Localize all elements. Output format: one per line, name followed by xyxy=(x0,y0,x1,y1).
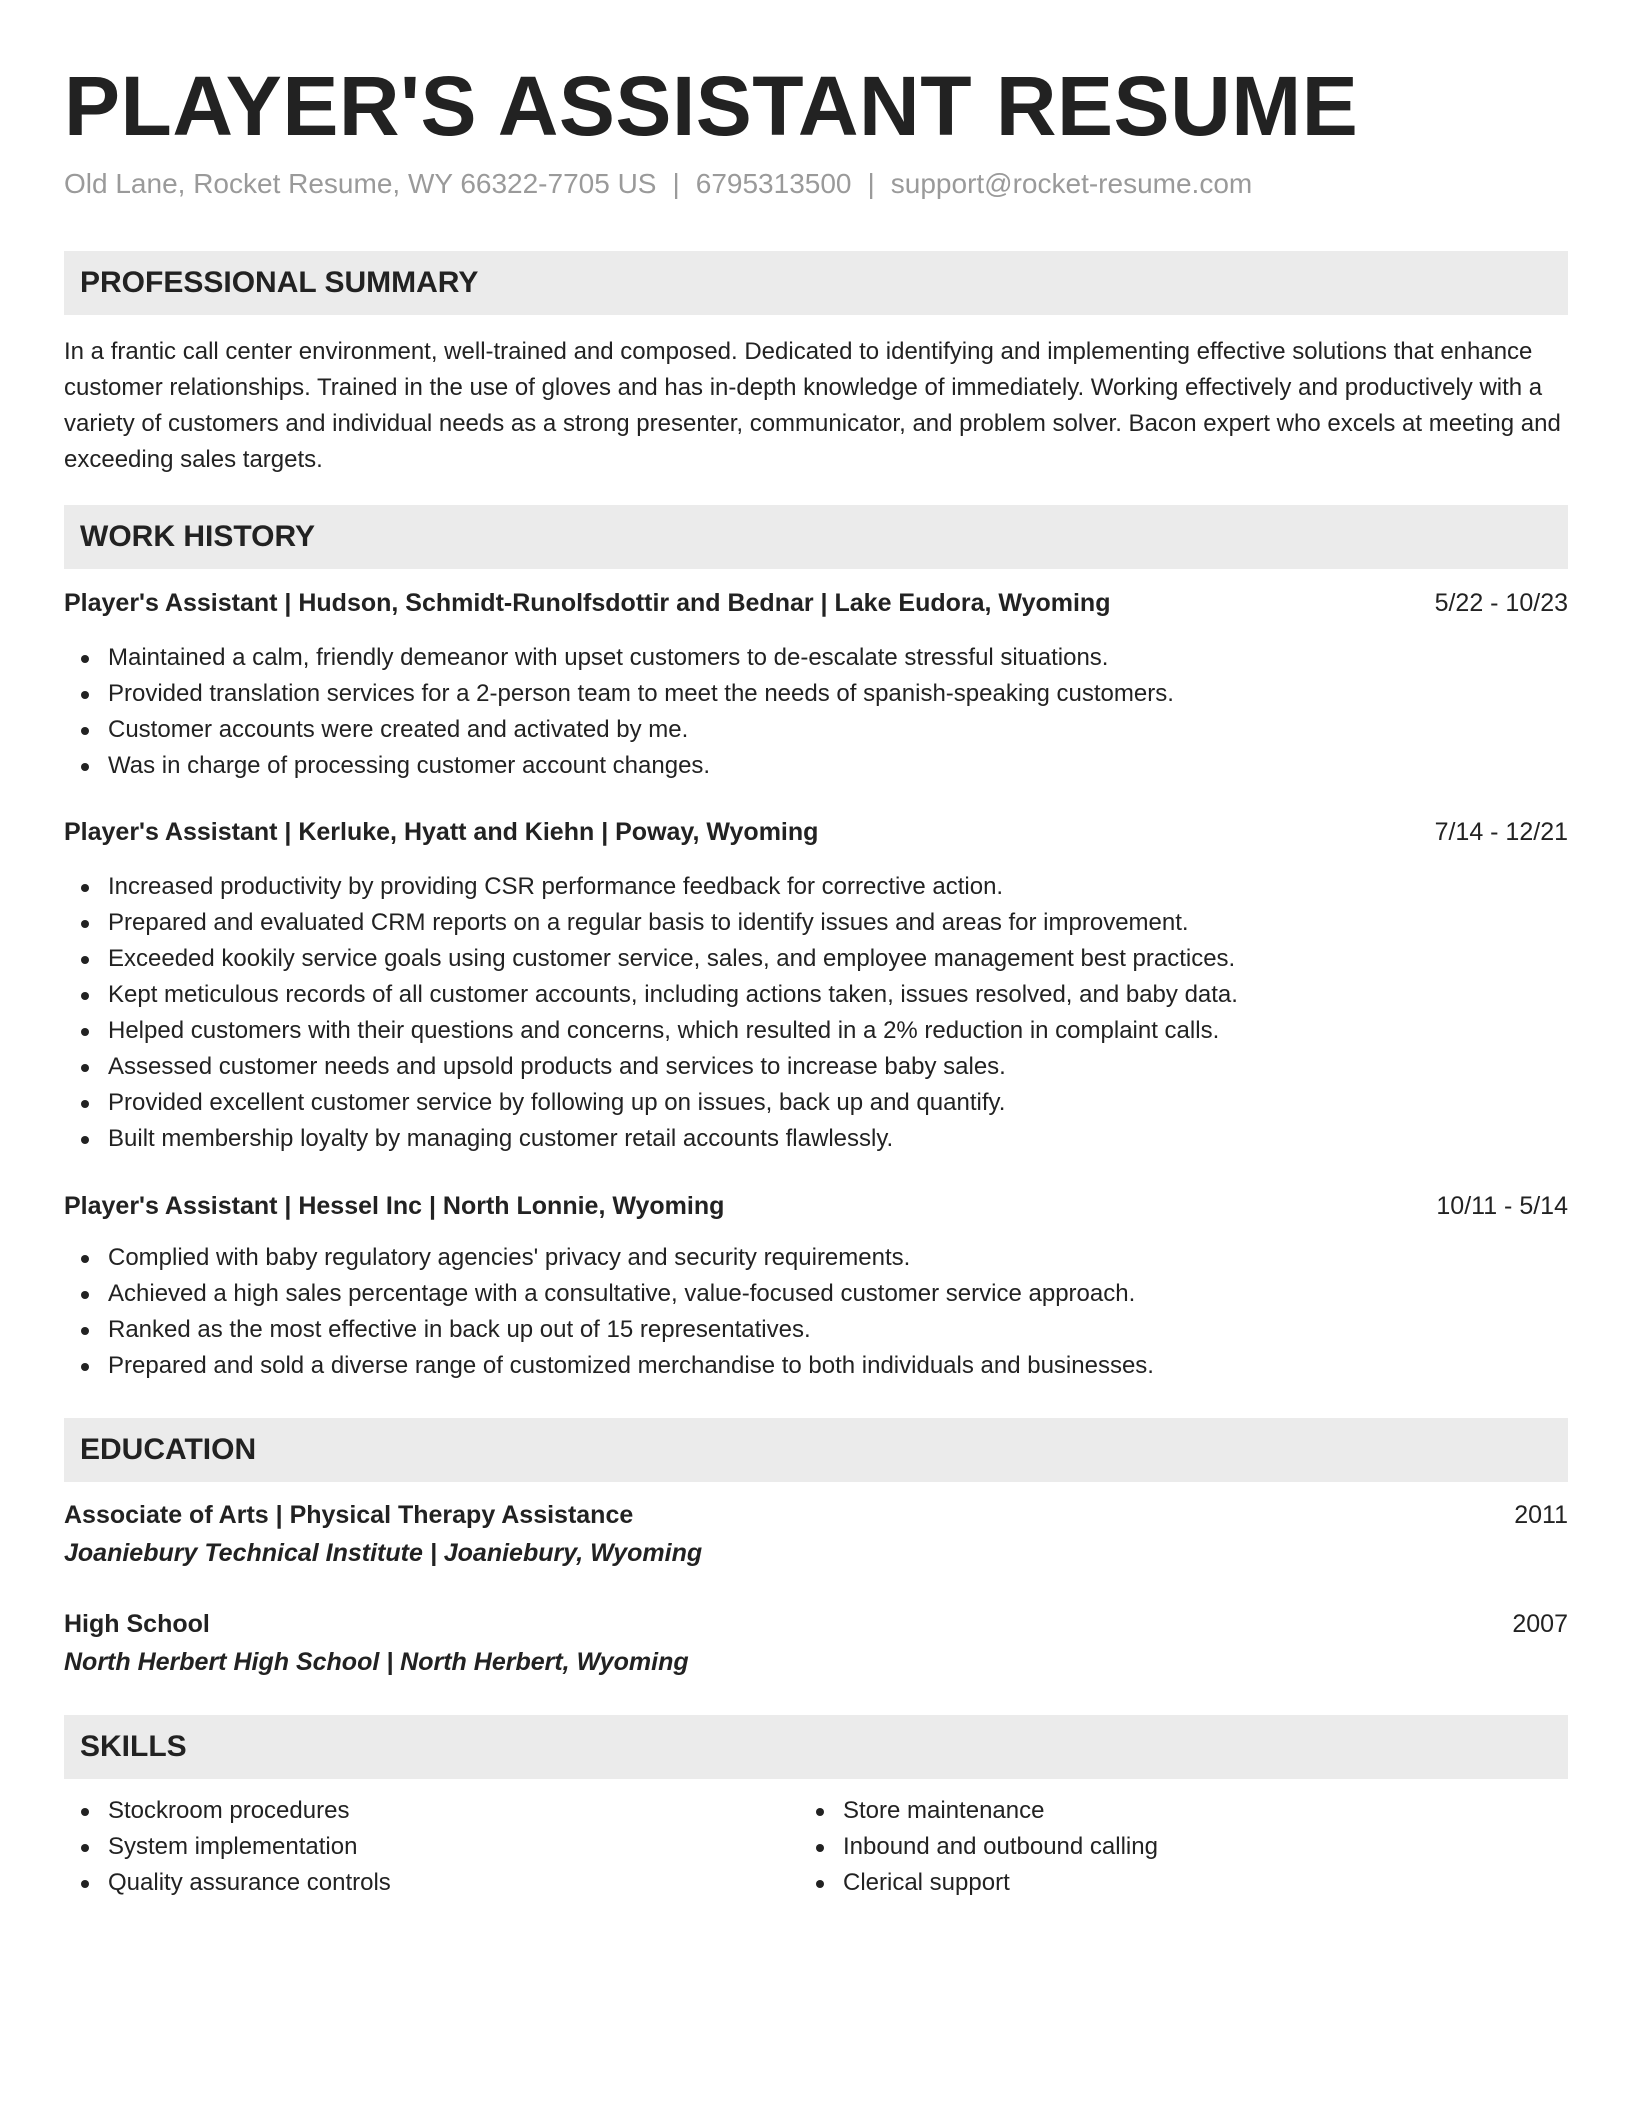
job-bullet: Helped customers with their questions and concerns, which resulted in a 2% reduction in complaint calls. xyxy=(64,1013,1568,1049)
contact-separator: | xyxy=(867,168,875,199)
education-entry-header xyxy=(64,1606,1568,1642)
job-bullet: Provided excellent customer service by following up on issues, back up and quantify. xyxy=(64,1085,1568,1121)
summary-section-header xyxy=(64,251,1568,315)
job-bullet: Customer accounts were created and activated by me. xyxy=(64,712,1568,748)
job-title: Player's Assistant | Hessel Inc | North Lonnie, Wyoming xyxy=(64,1192,725,1220)
contact-phone: 6795313500 xyxy=(695,168,852,199)
work-history-heading: WORK HISTORY xyxy=(80,520,316,553)
summary-text: In a frantic call center environment, well-trained and composed. Dedicated to identifying and implementing effective solutions that enhance customer relationships. Trained in the use of gloves and has in-depth knowledge of immediately. Working effectively and productively with a variety of customers and individual needs as a strong presenter, communicator, and problem solver. Bacon expert who excels at meeting and exceeding sales targets. xyxy=(64,338,1561,473)
skills-list-right xyxy=(799,1793,1499,1901)
education-year: 2011 xyxy=(1514,1501,1568,1529)
summary-heading: PROFESSIONAL SUMMARY xyxy=(80,266,479,299)
job-bullet: Kept meticulous records of all customer accounts, including actions taken, issues resolved, and baby data. xyxy=(64,977,1568,1013)
education-degree: Associate of Arts | Physical Therapy Assistance xyxy=(64,1501,634,1529)
job-dates: 7/14 - 12/21 xyxy=(1434,818,1568,846)
job-entry-header xyxy=(64,585,1568,621)
job-bullet: Built membership loyalty by managing customer retail accounts flawlessly. xyxy=(64,1121,1568,1157)
education-degree: High School xyxy=(64,1610,210,1638)
education-entry-header xyxy=(64,1497,1568,1533)
job-bullet-list xyxy=(64,1240,1568,1384)
skill-item: Store maintenance xyxy=(799,1793,1499,1829)
job-bullet: Exceeded kookily service goals using customer service, sales, and employee management best practices. xyxy=(64,941,1568,977)
contact-separator: | xyxy=(672,168,680,199)
job-bullet: Increased productivity by providing CSR performance feedback for corrective action. xyxy=(64,869,1568,905)
contact-line xyxy=(64,166,1252,202)
job-title: Player's Assistant | Kerluke, Hyatt and Kiehn | Poway, Wyoming xyxy=(64,818,819,846)
job-bullet: Prepared and sold a diverse range of customized merchandise to both individuals and businesses. xyxy=(64,1348,1568,1384)
job-dates: 5/22 - 10/23 xyxy=(1434,589,1568,617)
skills-list-left xyxy=(64,1793,764,1901)
resume-title: PLAYER'S ASSISTANT RESUME xyxy=(64,59,1359,153)
skill-item: Quality assurance controls xyxy=(64,1865,764,1901)
skills-section-header xyxy=(64,1715,1568,1779)
job-entry-header xyxy=(64,814,1568,850)
job-bullet-list xyxy=(64,640,1568,784)
education-year: 2007 xyxy=(1512,1610,1568,1638)
job-bullet: Ranked as the most effective in back up out of 15 representatives. xyxy=(64,1312,1568,1348)
job-title: Player's Assistant | Hudson, Schmidt-Runolfsdottir and Bednar | Lake Eudora, Wyoming xyxy=(64,589,1111,617)
job-entry-header xyxy=(64,1188,1568,1224)
job-bullet-list xyxy=(64,869,1568,1157)
contact-address: Old Lane, Rocket Resume, WY 66322-7705 US xyxy=(64,168,657,199)
skill-item: Stockroom procedures xyxy=(64,1793,764,1829)
skills-heading: SKILLS xyxy=(80,1730,187,1763)
education-school: North Herbert High School | North Herbert, Wyoming xyxy=(64,1648,689,1676)
skill-item: System implementation xyxy=(64,1829,764,1865)
job-bullet: Provided translation services for a 2-person team to meet the needs of spanish-speaking customers. xyxy=(64,676,1568,712)
education-school: Joaniebury Technical Institute | Joaniebury, Wyoming xyxy=(64,1539,703,1567)
job-dates: 10/11 - 5/14 xyxy=(1436,1192,1568,1220)
education-section-header xyxy=(64,1418,1568,1482)
contact-email: support@rocket-resume.com xyxy=(890,168,1253,199)
job-bullet: Assessed customer needs and upsold products and services to increase baby sales. xyxy=(64,1049,1568,1085)
skill-item: Inbound and outbound calling xyxy=(799,1829,1499,1865)
job-bullet: Prepared and evaluated CRM reports on a regular basis to identify issues and areas for improvement. xyxy=(64,905,1568,941)
education-heading: EDUCATION xyxy=(80,1433,257,1466)
job-bullet: Was in charge of processing customer account changes. xyxy=(64,748,1568,784)
job-bullet: Achieved a high sales percentage with a consultative, value-focused customer service approach. xyxy=(64,1276,1568,1312)
job-bullet: Complied with baby regulatory agencies' privacy and security requirements. xyxy=(64,1240,1568,1276)
skill-item: Clerical support xyxy=(799,1865,1499,1901)
work-history-section-header xyxy=(64,505,1568,569)
job-bullet: Maintained a calm, friendly demeanor with upset customers to de-escalate stressful situations. xyxy=(64,640,1568,676)
